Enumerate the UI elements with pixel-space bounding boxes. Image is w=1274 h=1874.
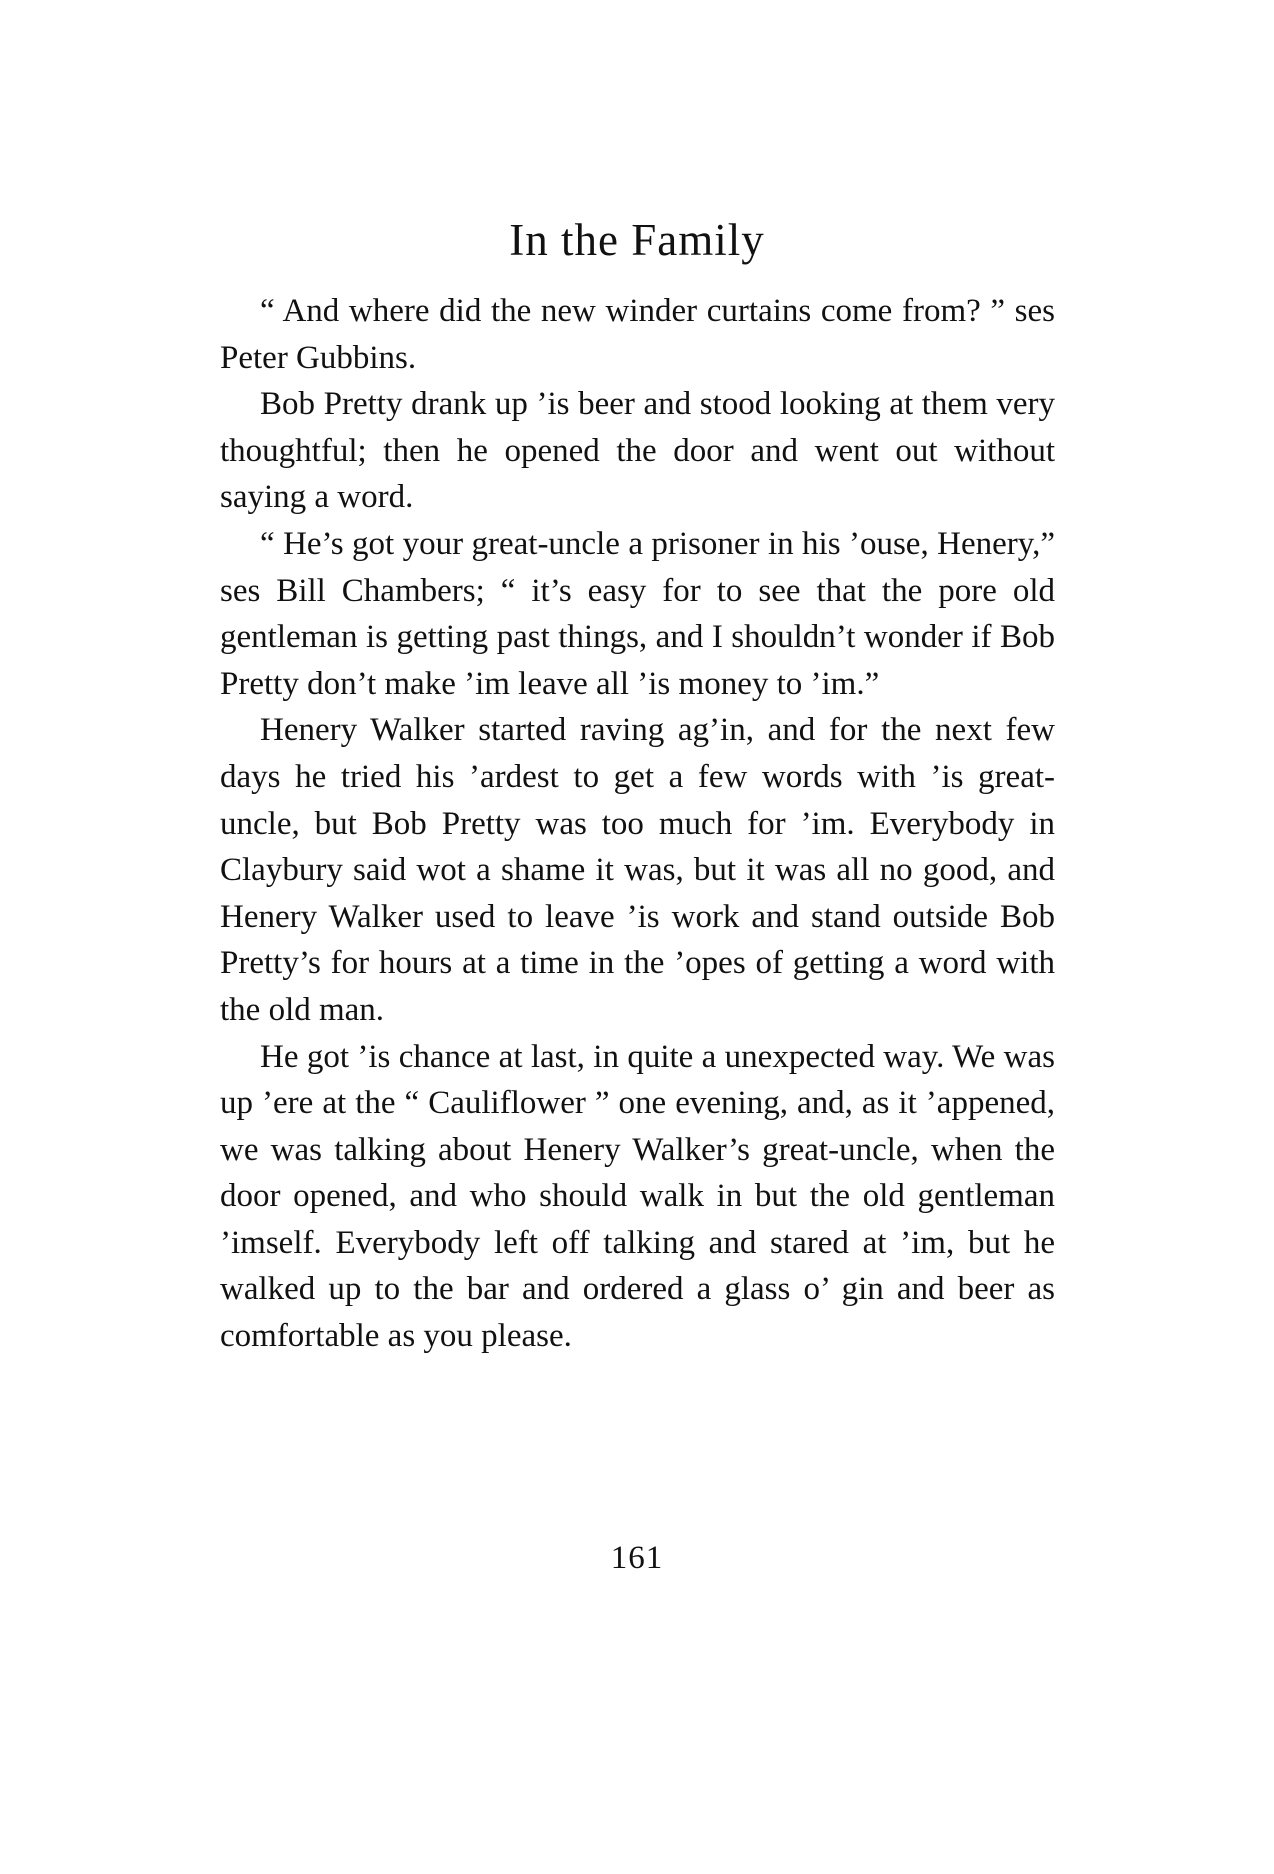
paragraph-3: “ He’s got your great-uncle a prisoner in his ’ouse, Henery,” ses Bill Chambers; “ it’s easy for to see that the pore old gentleman is getting past things, and I shouldn’t wonder if Bob Pretty don’t make ’im leave all ’is money to ’im.” — [220, 525, 1055, 702]
paragraph-5: He got ’is chance at last, in quite a unexpected way. We was up ’ere at the “ Cauliflower ” one evening, and, as it ’appened, we was talking about Henery Walker’s great-uncle, when the door opened, and who should walk in but the old gentleman ’imself. Everybody left off talking and stared at ’im, but he walked up to the bar and ordered a glass o’ gin and beer as comfortable as you please. — [220, 1038, 1055, 1355]
paragraph-2: Bob Pretty drank up ’is beer and stood looking at them very thoughtful; then he opened the door and went out without saying a word. — [220, 386, 1055, 516]
paragraph-4: Henery Walker started raving ag’in, and for the next few days he tried his ’ardest to get a few words with ’is great-uncle, but Bob Pretty was too much for ’im. Everybody in Claybury said wot a shame it was, but it was all no good, and Henery Walker used to leave ’is work and stand outside Bob Pretty’s for hours at a time in the ’opes of getting a word with the old man. — [220, 712, 1055, 1028]
body-text — [220, 288, 1055, 1360]
page-number: 161 — [610, 1540, 664, 1576]
running-head: In the Family — [509, 215, 765, 265]
paragraph-1: “ And where did the new winder curtains come from? ” ses Peter Gubbins. — [220, 293, 1055, 376]
